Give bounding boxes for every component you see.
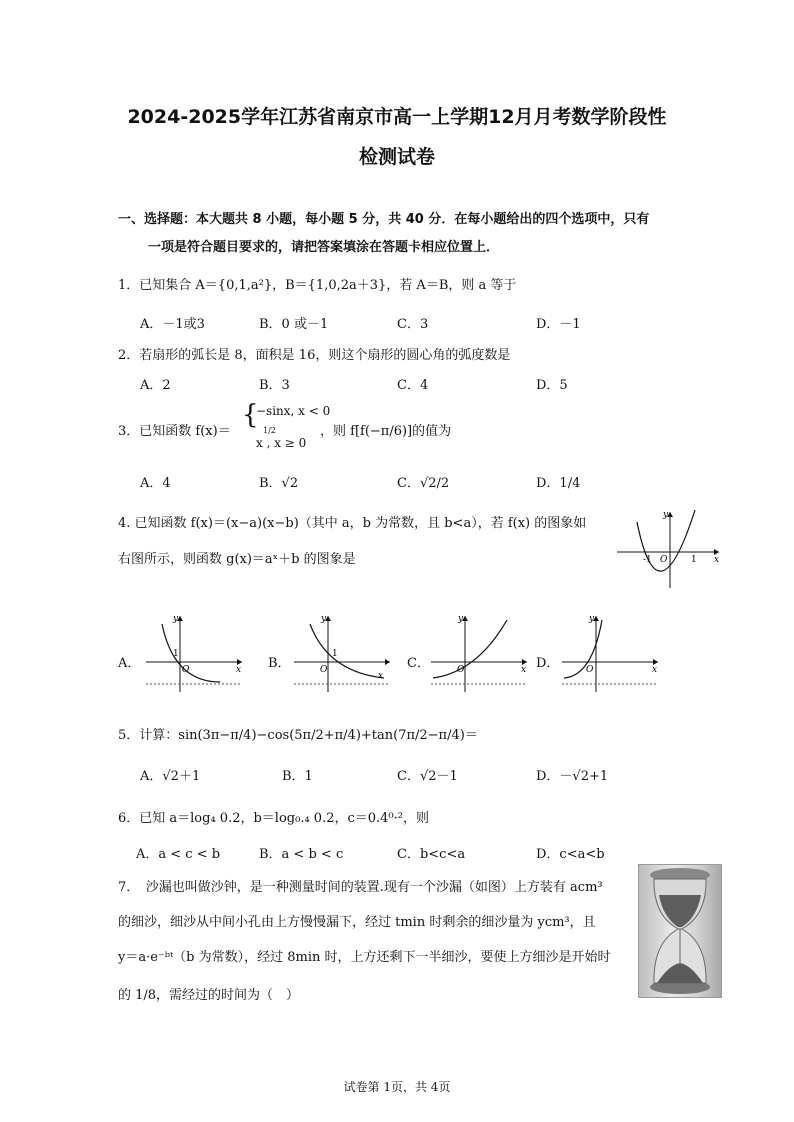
axis-x-label: x <box>652 665 658 675</box>
q3-option-a: A．4 <box>140 476 171 491</box>
q3-case-1: −sinx, x < 0 <box>256 404 331 418</box>
axis-y-label: y <box>458 614 464 624</box>
section-heading: 一、选择题：本大题共 8 小题，每小题 5 分，共 40 分．在每小题给出的四个选项中，只有 <box>118 212 650 227</box>
page-title: 2024-2025学年江苏省南京市高一上学期12月月考数学阶段性 <box>127 106 667 128</box>
q2-option-d: D．5 <box>536 378 568 393</box>
question-7-line3: y＝a·e⁻ᵇᵗ（b 为常数），经过 8min 时，上方还剩下一半细沙，要使上方细沙是开始时 <box>118 950 611 965</box>
q6-option-d: D．c<a<b <box>536 847 605 862</box>
q5-option-c: C．√2－1 <box>397 769 458 784</box>
tick-one: 1 <box>332 649 338 659</box>
tick-neg-one: -1 <box>643 555 652 565</box>
q1-option-a: A．－1或3 <box>140 317 205 332</box>
tick-one: 1 <box>173 649 179 659</box>
axis-y-label: y <box>321 614 327 624</box>
q1-option-c: C．3 <box>397 317 429 332</box>
tick-one: 1 <box>691 555 697 565</box>
q2-option-b: B．3 <box>259 378 290 393</box>
question-1: 1．已知集合 A＝{0,1,a²}，B＝{1,0,2a＋3}，若 A＝B，则 a 等于 <box>118 278 517 293</box>
question-3-prefix: 3．已知函数 f(x)＝ <box>118 424 231 439</box>
section-heading-line2: 一项是符合题目要求的，请把答案填涂在答题卡相应位置上． <box>148 240 500 255</box>
q4-option-d-graph[interactable] <box>556 612 666 694</box>
q5-option-a: A．√2＋1 <box>140 769 201 784</box>
q4-option-c-label: C． <box>407 656 430 671</box>
page-title-line2: 检测试卷 <box>358 146 435 168</box>
q3-option-d: D．1/4 <box>536 476 581 491</box>
question-4-line2: 右图所示，则函数 g(x)＝aˣ＋b 的图象是 <box>118 552 356 567</box>
brace-icon: { <box>242 400 259 430</box>
question-2: 2．若扇形的弧长是 8，面积是 16，则这个扇形的圆心角的弧度数是 <box>118 348 511 363</box>
page-footer: 试卷第 1页，共 4页 <box>343 1080 451 1094</box>
q4-reference-graph <box>615 508 725 590</box>
question-7-line4: 的 1/8，需经过的时间为（ ） <box>118 988 300 1003</box>
origin-label: O <box>320 665 328 675</box>
q1-option-b: B．0 或－1 <box>259 317 329 332</box>
q3-option-c: C．√2/2 <box>397 476 450 491</box>
axis-y-label: y <box>589 614 595 624</box>
q4-option-c-graph[interactable] <box>425 612 535 694</box>
origin-label: O <box>660 555 668 565</box>
question-3-suffix: ，则 f[f(−π/6)]的值为 <box>320 424 452 439</box>
q4-option-a-graph[interactable] <box>140 612 250 694</box>
q2-option-a: A．2 <box>140 378 171 393</box>
q4-option-b-graph[interactable] <box>288 612 398 694</box>
question-4-line1: 4. 已知函数 f(x)＝(x−a)(x−b)（其中 a，b 为常数，且 b<a），若 f(x) 的图象如 <box>118 516 587 531</box>
q3-case-2-exponent: 1/2 <box>263 426 276 435</box>
q5-option-d: D．－√2+1 <box>536 769 609 784</box>
axis-x-label: x <box>236 665 242 675</box>
hourglass-image <box>638 864 722 998</box>
origin-label: O <box>457 665 465 675</box>
q4-option-a-label: A． <box>118 656 141 671</box>
axis-x-label: x <box>714 555 720 565</box>
axis-x-label: x <box>521 665 527 675</box>
q3-case-2: x , x ≥ 0 <box>256 436 307 450</box>
axis-y-label: y <box>173 614 179 624</box>
axis-x-label: x <box>378 671 384 681</box>
q4-option-b-label: B． <box>268 656 291 671</box>
q2-option-c: C．4 <box>397 378 429 393</box>
q3-option-b: B．√2 <box>259 476 299 491</box>
origin-label: O <box>586 665 594 675</box>
axis-y-label: y <box>663 510 669 520</box>
origin-label: O <box>182 665 190 675</box>
question-7-line2: 的细沙，细沙从中间小孔由上方慢慢漏下，经过 tmin 时剩余的细沙量为 ycm³，且 <box>118 915 596 930</box>
q1-option-d: D．－1 <box>536 317 581 332</box>
q6-option-c: C．b<c<a <box>397 847 466 862</box>
question-5: 5．计算：sin(3π−π/4)−cos(5π/2+π/4)+tan(7π/2−π/4)＝ <box>118 728 478 743</box>
question-7-line1: 7． 沙漏也叫做沙钟，是一种测量时间的装置.现有一个沙漏（如图）上方装有 acm³ <box>118 880 603 895</box>
q4-option-d-label: D． <box>536 656 560 671</box>
q5-option-b: B．1 <box>282 769 313 784</box>
q6-option-a: A．a < c < b <box>136 847 221 862</box>
q6-option-b: B．a < b < c <box>259 847 344 862</box>
question-6: 6．已知 a＝log₄ 0.2，b＝log₀.₄ 0.2，c＝0.4⁰·²，则 <box>118 811 429 826</box>
